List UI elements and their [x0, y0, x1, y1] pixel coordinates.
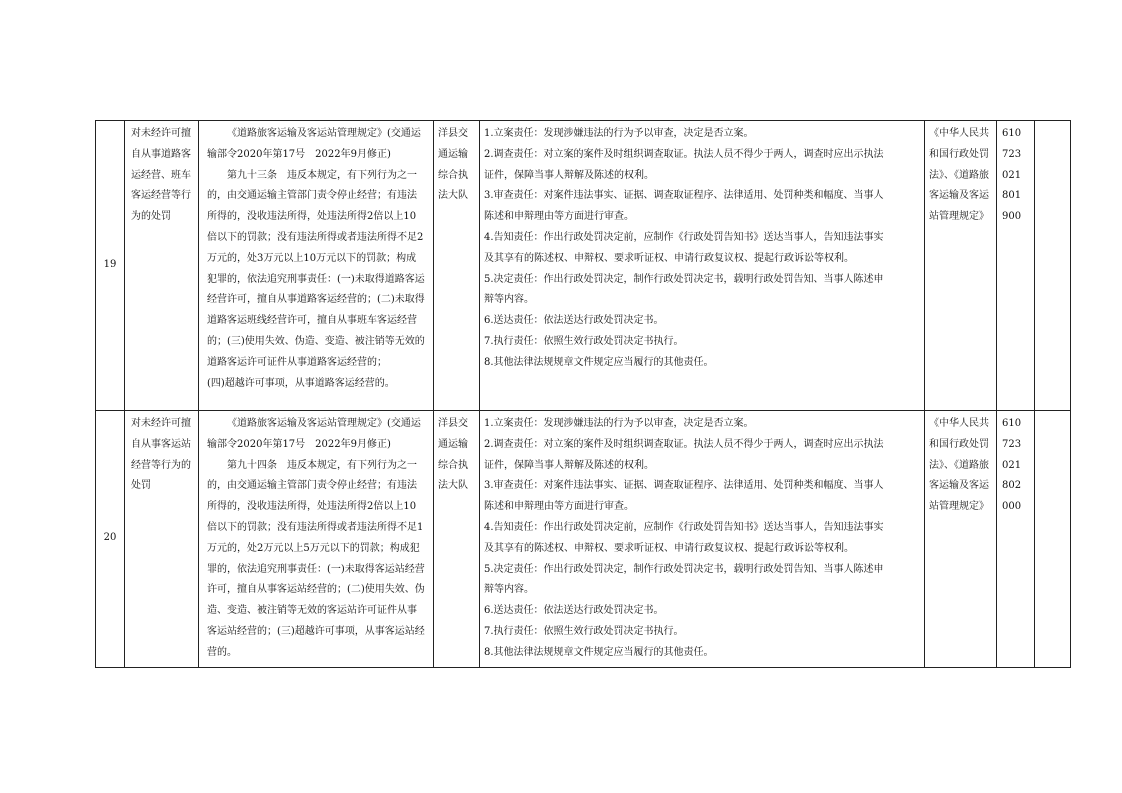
responsibility-line: 辩等内容。: [484, 294, 534, 306]
responsibility-line: 3.审查责任：对案件违法事实、证据、调查取证程序、法律适用、处罚种类和幅度、当事人: [484, 480, 884, 492]
code-segment: 000: [1002, 501, 1022, 513]
responsibility-line: 8.其他法律法规规章文件规定应当履行的其他责任。: [484, 646, 714, 658]
basis-paragraph: 第九十三条 违反本规定，有下列行为之一的，由交通运输主管部门责令停止经营；有违法所得的，没收违法所得，处违法所得2倍以上10倍以下的罚款；没有违法所得或者违法所得不足2万元的，处3万元以上10万元以下的罚款；构成犯罪的，依法追究刑事责任：(一)未取得道路客运经营许可，擅自从事道路客运经营的；(二)未取得道路客运班线经营许可，擅自从事班车客运经营的；(三)使用失效、伪造、变造、被注销等无效的道路客运许可证件从事道路客运经营的；: [207, 169, 425, 368]
responsibility-line: 8.其他法律法规规章文件规定应当履行的其他责任。: [484, 356, 714, 368]
remarks: [1035, 411, 1071, 668]
legal-reference: 《中华人民共和国行政处罚法》、《道路旅客运输及客运站管理规定》: [925, 121, 997, 411]
item-name: 对未经许可擅自从事客运站经营等行为的处罚: [125, 411, 199, 668]
code-segment: 021: [1002, 169, 1022, 181]
responsibility-line: 5.决定责任：作出行政处罚决定，制作行政处罚决定书，载明行政处罚告知、当事人陈述申: [484, 563, 884, 575]
enforcement-dept: 洋县交通运输综合执法大队: [434, 121, 480, 411]
responsibility-line: 1.立案责任：发现涉嫌违法的行为予以审查，决定是否立案。: [484, 128, 754, 139]
code-segment: 610: [1002, 128, 1022, 139]
responsibility-line: 6.送达责任：依法送达行政处罚决定书。: [484, 605, 664, 617]
code-segment: 723: [1002, 148, 1022, 160]
responsibility-line: 4.告知责任：作出行政处罚决定前，应制作《行政处罚告知书》送达当事人，告知违法事实: [484, 231, 884, 243]
row-number: 20: [96, 411, 125, 668]
code-segment: 900: [1002, 211, 1022, 223]
basis-paragraph: 《道路旅客运输及客运站管理规定》(交通运输部令2020年第17号 2022年9月修正): [207, 418, 421, 450]
responsibility-line: 3.审查责任：对案件违法事实、证据、调查取证程序、法律适用、处罚种类和幅度、当事人: [484, 190, 884, 202]
responsibility-line: 辩等内容。: [484, 584, 534, 596]
code-segment: 021: [1002, 459, 1022, 471]
legal-basis: [199, 411, 434, 668]
responsibility-line: 证件，保障当事人辩解及陈述的权利。: [484, 169, 654, 181]
item-code: [997, 411, 1035, 668]
enforcement-dept: 洋县交通运输综合执法大队: [434, 411, 480, 668]
responsibility-list: [480, 411, 925, 668]
code-segment: 723: [1002, 438, 1022, 450]
responsibility-line: 6.送达责任：依法送达行政处罚决定书。: [484, 315, 664, 327]
responsibility-line: 陈述和申辩理由等方面进行审查。: [484, 211, 634, 223]
responsibility-line: 证件，保障当事人辩解及陈述的权利。: [484, 459, 654, 471]
item-code: [997, 121, 1035, 411]
responsibility-line: 7.执行责任：依照生效行政处罚决定书执行。: [484, 625, 684, 637]
code-segment: 610: [1002, 418, 1022, 429]
responsibility-list: [480, 121, 925, 411]
responsibility-line: 1.立案责任：发现涉嫌违法的行为予以审查，决定是否立案。: [484, 418, 754, 429]
power-list-table: [95, 120, 1071, 668]
basis-paragraph: 第九十四条 违反本规定，有下列行为之一的，由交通运输主管部门责令停止经营；有违法所得的，没收违法所得，处违法所得2倍以上10倍以下的罚款；没有违法所得或者违法所得不足1万元的，处2万元以上5万元以下的罚款；构成犯罪的，依法追究刑事责任：(一)未取得客运站经营许可，擅自从事客运站经营的；(二)使用失效、伪造、变造、被注销等无效的客运站许可证件从事客运站经营的；(三)超越许可事项，从事客运站经营的。: [207, 459, 425, 658]
code-segment: 802: [1002, 480, 1022, 492]
table-row: [96, 411, 1071, 668]
responsibility-line: 7.执行责任：依照生效行政处罚决定书执行。: [484, 335, 684, 347]
legal-basis: [199, 121, 434, 411]
responsibility-line: 陈述和申辩理由等方面进行审查。: [484, 501, 634, 513]
responsibility-line: 及其享有的陈述权、申辩权、要求听证权、申请行政复议权、提起行政诉讼等权利。: [484, 252, 854, 264]
item-name: 对未经许可擅自从事道路客运经营、班车客运经营等行为的处罚: [125, 121, 199, 411]
code-segment: 801: [1002, 190, 1022, 202]
basis-paragraph: 《道路旅客运输及客运站管理规定》(交通运输部令2020年第17号 2022年9月修正): [207, 128, 421, 160]
legal-reference: 《中华人民共和国行政处罚法》、《道路旅客运输及客运站管理规定》: [925, 411, 997, 668]
responsibility-line: 5.决定责任：作出行政处罚决定，制作行政处罚决定书，载明行政处罚告知、当事人陈述申: [484, 273, 884, 285]
responsibility-line: 及其享有的陈述权、申辩权、要求听证权、申请行政复议权、提起行政诉讼等权利。: [484, 542, 854, 554]
row-number: 19: [96, 121, 125, 411]
basis-paragraph: (四)超越许可事项，从事道路客运经营的。: [207, 377, 395, 389]
responsibility-line: 2.调查责任：对立案的案件及时组织调查取证。执法人员不得少于两人，调查时应出示执法: [484, 148, 884, 160]
responsibility-line: 2.调查责任：对立案的案件及时组织调查取证。执法人员不得少于两人，调查时应出示执法: [484, 438, 884, 450]
responsibility-line: 4.告知责任：作出行政处罚决定前，应制作《行政处罚告知书》送达当事人，告知违法事实: [484, 521, 884, 533]
table-row: [96, 121, 1071, 411]
remarks: [1035, 121, 1071, 411]
